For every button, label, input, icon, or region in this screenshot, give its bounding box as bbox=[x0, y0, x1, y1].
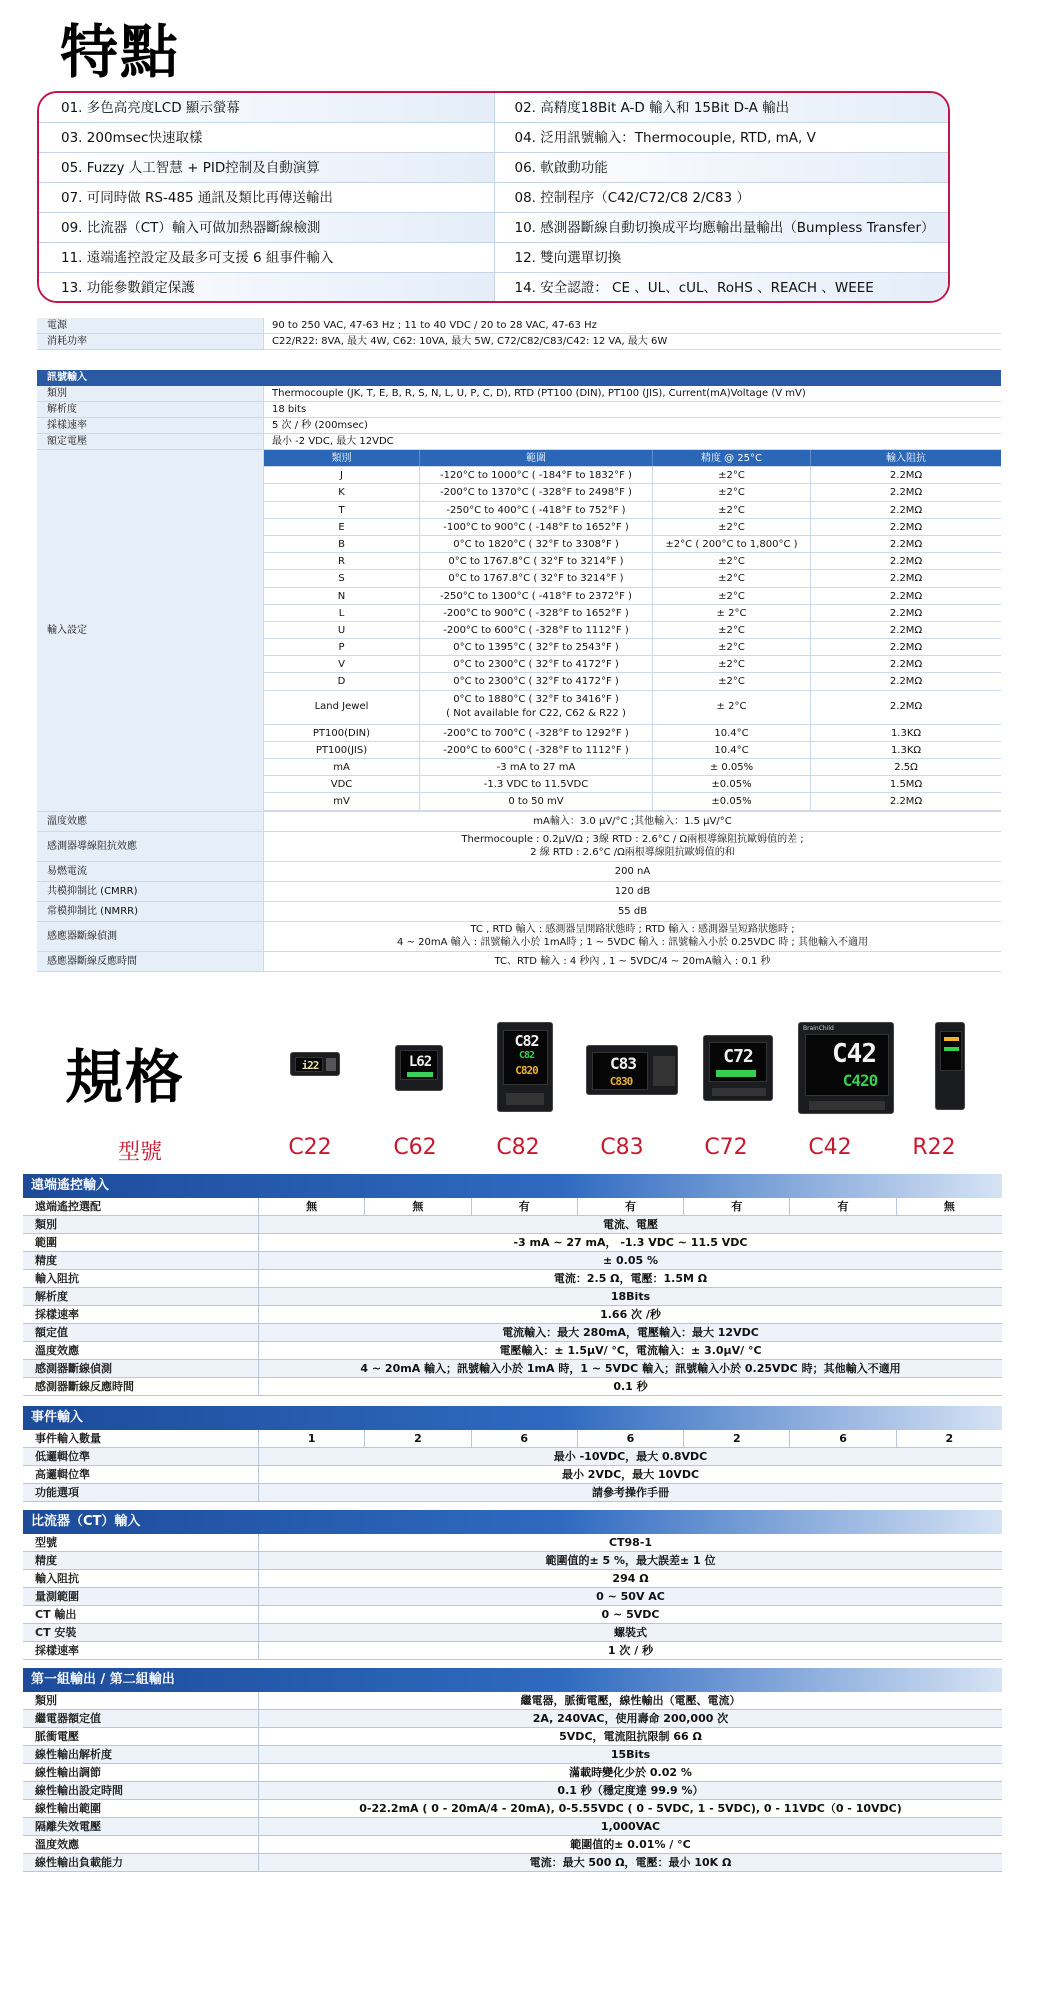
spec-label: 線性輸出範圍 bbox=[35, 1802, 101, 1815]
spec-value: 電壓輸入：± 1.5μV/ °C，電流輸入：± 3.0μV/ °C bbox=[258, 1342, 1002, 1359]
input-range-cell: ±2°C bbox=[652, 467, 810, 483]
spec-label: 高邏輯位準 bbox=[35, 1468, 90, 1481]
event-section bbox=[23, 1406, 1002, 1502]
spec-label: 感測器斷線偵測 bbox=[35, 1362, 112, 1375]
signal-extra-row bbox=[37, 952, 1001, 972]
signal-extra-row bbox=[37, 832, 1001, 862]
spec-value: 1.66 次 /秒 bbox=[258, 1306, 1002, 1323]
feature-row bbox=[39, 153, 948, 183]
event-title: 事件輸入 bbox=[23, 1406, 1002, 1430]
signal-input-label: 採樣速率 bbox=[37, 418, 263, 433]
spec-label: 範圍 bbox=[35, 1236, 57, 1249]
spec-value: 螺裝式 bbox=[258, 1624, 1002, 1641]
model-c83-label: C83 bbox=[600, 1135, 644, 1160]
spec-row bbox=[23, 1552, 1002, 1570]
ct-section bbox=[23, 1510, 1002, 1660]
input-range-cell: ±2°C bbox=[652, 502, 810, 518]
spec-row bbox=[23, 1324, 1002, 1342]
spec-value: 1,000VAC bbox=[258, 1818, 1002, 1835]
spec-model-value: 6 bbox=[471, 1430, 577, 1447]
input-range-cell: 2.2MΩ bbox=[810, 656, 1001, 672]
feature-item: 09. 比流器（CT）輸入可做加熱器斷線檢測 bbox=[39, 213, 494, 242]
feature-item: 06. 軟啟動功能 bbox=[494, 153, 949, 182]
input-range-row bbox=[264, 793, 1001, 810]
input-range-cell: 0°C to 1767.8°C ( 32°F to 3214°F ) bbox=[419, 553, 652, 569]
signal-extra-label: 溫度效應 bbox=[37, 812, 263, 831]
input-range-cell: ±2°C bbox=[652, 639, 810, 655]
input-range-cell: K bbox=[338, 487, 345, 499]
spec-value: -3 mA ~ 27 mA， -1.3 VDC ~ 11.5 VDC bbox=[258, 1234, 1002, 1251]
spec-row bbox=[23, 1534, 1002, 1552]
signal-input-label: 類別 bbox=[37, 386, 263, 401]
device-c83-image: C83 C830 bbox=[586, 1045, 678, 1095]
spec-label: 類別 bbox=[35, 1694, 57, 1707]
input-range-cell: -200°C to 900°C ( -328°F to 1652°F ) bbox=[419, 605, 652, 621]
signal-extra-value: 55 dB bbox=[263, 902, 1001, 921]
signal-input-value: 最小 -2 VDC, 最大 12VDC bbox=[263, 434, 1001, 449]
spec-model-value: 2 bbox=[896, 1430, 1002, 1447]
spec-label: 線性輸出設定時間 bbox=[35, 1784, 123, 1797]
spec-row bbox=[23, 1728, 1002, 1746]
spec-model-value: 無 bbox=[364, 1198, 470, 1215]
device-c62-image: L62 bbox=[395, 1045, 443, 1091]
input-range-cell: 2.2MΩ bbox=[810, 622, 1001, 638]
feature-row bbox=[39, 183, 948, 213]
input-range-table bbox=[263, 450, 1001, 811]
input-range-cell: 2.2MΩ bbox=[810, 588, 1001, 604]
signal-extra-row bbox=[37, 882, 1001, 902]
remote-title: 遠端遙控輸入 bbox=[23, 1174, 1002, 1198]
spec-value: 電流：2.5 Ω，電壓：1.5M Ω bbox=[258, 1270, 1002, 1287]
input-range-cell: -250°C to 1300°C ( -418°F to 2372°F ) bbox=[419, 588, 652, 604]
input-range-cell: mA bbox=[333, 762, 350, 773]
power-supply-value: 90 to 250 VAC, 47-63 Hz ; 11 to 40 VDC / 20 to 28 VAC, 47-63 Hz bbox=[263, 318, 1001, 333]
spec-row bbox=[23, 1818, 1002, 1836]
spec-model-value: 6 bbox=[577, 1430, 683, 1447]
spec-value: 範圍值的± 0.01% / °C bbox=[258, 1836, 1002, 1853]
spec-row bbox=[23, 1252, 1002, 1270]
signal-extra-value: 200 nA bbox=[263, 862, 1001, 881]
input-range-row bbox=[264, 467, 1001, 484]
spec-label: 型號 bbox=[35, 1536, 57, 1549]
input-range-cell: Land Jewel bbox=[314, 701, 369, 713]
feature-item: 03. 200msec快速取樣 bbox=[39, 123, 494, 152]
feature-item: 10. 感測器斷線自動切換成平均應輸出量輸出（Bumpless Transfer） bbox=[494, 213, 949, 242]
signal-input-title: 訊號輸入 bbox=[37, 370, 1001, 386]
input-range-cell: -200°C to 600°C ( -328°F to 1112°F ) bbox=[419, 622, 652, 638]
signal-input-row bbox=[37, 418, 1001, 434]
input-range-cell: ±2°C bbox=[652, 656, 810, 672]
input-range-cell: PT100(DIN) bbox=[312, 727, 371, 739]
device-r22-image bbox=[935, 1022, 965, 1110]
spec-label: 輸入阻抗 bbox=[35, 1572, 79, 1585]
input-range-row bbox=[264, 725, 1001, 742]
feature-item: 01. 多色高亮度LCD 顯示螢幕 bbox=[39, 93, 494, 122]
spec-label: 量測範圍 bbox=[35, 1590, 79, 1603]
spec-row bbox=[23, 1606, 1002, 1624]
signal-input-label: 額定電壓 bbox=[37, 434, 263, 449]
signal-input-value: 5 次 / 秒 (200msec) bbox=[263, 418, 1001, 433]
spec-value: 1 次 / 秒 bbox=[258, 1642, 1002, 1659]
model-c82-label: C82 bbox=[496, 1135, 540, 1160]
input-range-cell: 2.2MΩ bbox=[810, 467, 1001, 483]
spec-row bbox=[23, 1710, 1002, 1728]
input-range-cell: S bbox=[338, 573, 345, 585]
input-range-cell: PT100(JIS) bbox=[315, 744, 368, 756]
input-range-row bbox=[264, 605, 1001, 622]
signal-extra-row bbox=[37, 902, 1001, 922]
spec-label: 精度 bbox=[35, 1254, 57, 1267]
signal-extra-row bbox=[37, 812, 1001, 832]
input-range-cell: -250°C to 400°C ( -418°F to 752°F ) bbox=[419, 502, 652, 518]
input-range-row bbox=[264, 484, 1001, 501]
signal-input-value: Thermocouple (JK, T, E, B, R, S, N, L, U, P, C, D), RTD (PT100 (DIN), PT100 (JIS), Current(mA)Voltage (V mV) bbox=[263, 386, 1001, 401]
input-range-row bbox=[264, 639, 1001, 656]
spec-label: 採樣速率 bbox=[35, 1308, 79, 1321]
spec-model-value: 2 bbox=[683, 1430, 789, 1447]
signal-extra-row bbox=[37, 862, 1001, 882]
spec-model-value: 6 bbox=[789, 1430, 895, 1447]
signal-extra-label: 易燃電流 bbox=[37, 862, 263, 881]
signal-input-row bbox=[37, 402, 1001, 418]
signal-input-table bbox=[37, 370, 1001, 972]
feature-item: 13. 功能參數鎖定保護 bbox=[39, 273, 494, 303]
power-supply-label: 電源 bbox=[37, 318, 263, 333]
input-range-cell: L bbox=[338, 607, 345, 619]
input-range-cell: 2.2MΩ bbox=[810, 536, 1001, 552]
signal-extra-value: 120 dB bbox=[263, 882, 1001, 901]
features-title: 特點 bbox=[60, 18, 181, 86]
spec-row bbox=[23, 1234, 1002, 1252]
input-range-cell: 0 to 50 mV bbox=[419, 793, 652, 809]
spec-value: 繼電器，脈衝電壓，線性輸出（電壓、電流） bbox=[258, 1692, 1002, 1709]
spec-value: 18Bits bbox=[258, 1288, 1002, 1305]
spec-value: 0 ~ 50V AC bbox=[258, 1588, 1002, 1605]
input-range-cell: ±2°C bbox=[652, 622, 810, 638]
input-range-cell: ±2°C bbox=[652, 553, 810, 569]
spec-model-value: 無 bbox=[258, 1198, 364, 1215]
input-range-cell: -200°C to 700°C ( -328°F to 1292°F ) bbox=[419, 725, 652, 741]
input-range-cell: E bbox=[338, 521, 345, 533]
spec-row bbox=[23, 1642, 1002, 1660]
output-section bbox=[23, 1668, 1002, 1872]
spec-value: 15Bits bbox=[258, 1746, 1002, 1763]
spec-value: CT98-1 bbox=[258, 1534, 1002, 1551]
spec-label: 精度 bbox=[35, 1554, 57, 1567]
spec-label: 溫度效應 bbox=[35, 1838, 79, 1851]
spec-value: 0-22.2mA ( 0 - 20mA/4 - 20mA), 0-5.55VDC ( 0 - 5VDC, 1 - 5VDC), 0 - 11VDC（0 - 10VDC) bbox=[258, 1800, 1002, 1817]
model-c72-label: C72 bbox=[704, 1135, 748, 1160]
feature-item: 07. 可同時做 RS-485 通訊及類比再傳送輸出 bbox=[39, 183, 494, 212]
input-range-cell: ± 2°C bbox=[652, 691, 810, 724]
input-range-cell: 10.4°C bbox=[652, 725, 810, 741]
device-c42-image: BrainChild C42 C420 bbox=[798, 1022, 894, 1114]
feature-item: 11. 遠端遙控設定及最多可支援 6 組事件輸入 bbox=[39, 243, 494, 272]
input-range-cell: 2.2MΩ bbox=[810, 639, 1001, 655]
signal-extra-label: 感應器斷線偵測 bbox=[37, 922, 263, 951]
spec-value: 5VDC，電流阻抗限制 66 Ω bbox=[258, 1728, 1002, 1745]
input-range-row bbox=[264, 673, 1001, 690]
input-range-row bbox=[264, 622, 1001, 639]
feature-item: 04. 泛用訊號輸入：Thermocouple, RTD, mA, V bbox=[494, 123, 949, 152]
input-range-row bbox=[264, 656, 1001, 673]
input-range-cell: 2.2MΩ bbox=[810, 553, 1001, 569]
input-range-cell: B bbox=[338, 538, 345, 550]
output-title: 第一組輸出 / 第二組輸出 bbox=[23, 1668, 1002, 1692]
specs-title: 規格 bbox=[65, 1043, 186, 1111]
input-range-header-cell: 類別 bbox=[331, 453, 352, 464]
spec-value: 4 ~ 20mA 輸入；訊號輸入小於 1mA 時，1 ~ 5VDC 輸入；訊號輸入小於 0.25VDC 時；其他輸入不適用 bbox=[258, 1360, 1002, 1377]
spec-value: 電流輸入：最大 280mA，電壓輸入：最大 12VDC bbox=[258, 1324, 1002, 1341]
input-range-cell: 0°C to 2300°C ( 32°F to 4172°F ) bbox=[419, 673, 652, 689]
input-range-cell: 2.2MΩ bbox=[810, 502, 1001, 518]
feature-item: 05. Fuzzy 人工智慧 + PID控制及自動演算 bbox=[39, 153, 494, 182]
spec-value: 0 ~ 5VDC bbox=[258, 1606, 1002, 1623]
input-range-cell: 2.5Ω bbox=[810, 759, 1001, 775]
spec-model-row bbox=[23, 1198, 1002, 1216]
input-range-cell: ± 0.05% bbox=[652, 759, 810, 775]
device-c22-image: i22 bbox=[290, 1052, 340, 1076]
spec-label: 脈衝電壓 bbox=[35, 1730, 79, 1743]
spec-model-value: 2 bbox=[364, 1430, 470, 1447]
model-c22-label: C22 bbox=[288, 1135, 332, 1160]
input-range-row bbox=[264, 502, 1001, 519]
spec-model-value: 有 bbox=[577, 1198, 683, 1215]
input-range-row bbox=[264, 776, 1001, 793]
input-range-cell: -3 mA to 27 mA bbox=[419, 759, 652, 775]
spec-row bbox=[23, 1306, 1002, 1324]
feature-row bbox=[39, 123, 948, 153]
spec-row bbox=[23, 1692, 1002, 1710]
feature-item: 08. 控制程序（C42/C72/C8 2/C83 ） bbox=[494, 183, 949, 212]
spec-label: 類別 bbox=[35, 1218, 57, 1231]
input-range-cell: 2.2MΩ bbox=[810, 691, 1001, 724]
spec-label: 溫度效應 bbox=[35, 1344, 79, 1357]
spec-label: 功能選項 bbox=[35, 1486, 79, 1499]
signal-extra-value: TC , RTD 輸入 : 感測器呈開路狀態時 ; RTD 輸入 : 感測器呈短路狀態時 ; 4 ~ 20mA 輸入 : 訊號輸入小於 1mA時 ; 1 ~ 5VDC 輸入 : 訊號輸入小於 0.25VDC 時 ; 其他輸入不適用 bbox=[263, 922, 1001, 951]
input-range-header-cell: 範圍 bbox=[419, 450, 652, 466]
input-range-cell: -100°C to 900°C ( -148°F to 1652°F ) bbox=[419, 519, 652, 535]
spec-label: 採樣速率 bbox=[35, 1644, 79, 1657]
spec-row bbox=[23, 1836, 1002, 1854]
spec-row bbox=[23, 1570, 1002, 1588]
input-range-header-cell: 輸入阻抗 bbox=[810, 450, 1001, 466]
spec-value: 294 Ω bbox=[258, 1570, 1002, 1587]
signal-extra-label: 感應器斷線反應時間 bbox=[37, 952, 263, 971]
feature-item: 02. 高精度18Bit A-D 輸入和 15Bit D-A 輸出 bbox=[494, 93, 949, 122]
spec-row bbox=[23, 1270, 1002, 1288]
signal-extra-value: mA輸入：3.0 μV/°C ;其他輸入：1.5 μV/°C bbox=[263, 812, 1001, 831]
input-range-cell: U bbox=[337, 624, 346, 636]
power-consumption-value: C22/R22: 8VA, 最大 4W, C62: 10VA, 最大 5W, C72/C82/C83/C42: 12 VA, 最大 6W bbox=[263, 334, 1001, 349]
signal-input-value: 18 bits bbox=[263, 402, 1001, 417]
spec-row bbox=[23, 1288, 1002, 1306]
spec-value: 滿載時變化少於 0.02 % bbox=[258, 1764, 1002, 1781]
input-range-cell: -120°C to 1000°C ( -184°F to 1832°F ) bbox=[419, 467, 652, 483]
input-range-cell: 2.2MΩ bbox=[810, 519, 1001, 535]
input-range-cell: 2.2MΩ bbox=[810, 484, 1001, 500]
model-label: 型號 bbox=[117, 1140, 162, 1165]
spec-label: 隔離失效電壓 bbox=[35, 1820, 101, 1833]
feature-item: 14. 安全認證： CE 、UL、cUL、RoHS 、REACH 、WEEE bbox=[494, 273, 949, 303]
model-r22-label: R22 bbox=[912, 1135, 956, 1160]
power-consumption-label: 消耗功率 bbox=[37, 334, 263, 349]
spec-row bbox=[23, 1342, 1002, 1360]
spec-row bbox=[23, 1746, 1002, 1764]
input-range-row bbox=[264, 588, 1001, 605]
spec-label: 事件輸入數量 bbox=[35, 1432, 101, 1445]
input-range-cell: -1.3 VDC to 11.5VDC bbox=[419, 776, 652, 792]
input-range-cell: ±2°C bbox=[652, 588, 810, 604]
spec-value: ± 0.05 % bbox=[258, 1252, 1002, 1269]
spec-value: 最小 2VDC，最大 10VDC bbox=[258, 1466, 1002, 1483]
spec-label: 繼電器額定值 bbox=[35, 1712, 101, 1725]
input-range-cell: 2.2MΩ bbox=[810, 673, 1001, 689]
input-setting-label: 輸入設定 bbox=[37, 450, 263, 811]
input-range-cell: 2.2MΩ bbox=[810, 793, 1001, 809]
input-range-row bbox=[264, 553, 1001, 570]
spec-value: 0.1 秒（穩定度達 99.9 %） bbox=[258, 1782, 1002, 1799]
spec-label: 遠端遙控選配 bbox=[35, 1200, 101, 1213]
device-c72-image: C72 bbox=[703, 1035, 773, 1101]
spec-model-value: 有 bbox=[789, 1198, 895, 1215]
input-range-cell: 2.2MΩ bbox=[810, 605, 1001, 621]
feature-item: 12. 雙向選單切換 bbox=[494, 243, 949, 272]
input-range-header bbox=[264, 450, 1001, 467]
spec-row bbox=[23, 1448, 1002, 1466]
signal-input-row bbox=[37, 386, 1001, 402]
input-range-cell: 2.2MΩ bbox=[810, 570, 1001, 586]
ct-title: 比流器（CT）輸入 bbox=[23, 1510, 1002, 1534]
remote-section bbox=[23, 1174, 1002, 1396]
input-range-cell: ±0.05% bbox=[652, 793, 810, 809]
input-range-cell: 1.5MΩ bbox=[810, 776, 1001, 792]
input-range-cell: ± 2°C bbox=[652, 605, 810, 621]
input-range-cell: N bbox=[337, 590, 346, 602]
spec-label: 感測器斷線反應時間 bbox=[35, 1380, 134, 1393]
input-range-cell: mV bbox=[333, 796, 350, 808]
spec-value: 請參考操作手冊 bbox=[258, 1484, 1002, 1501]
spec-model-row bbox=[23, 1430, 1002, 1448]
power-table bbox=[37, 318, 1001, 350]
input-range-cell: R bbox=[338, 556, 345, 568]
input-range-cell: V bbox=[338, 659, 345, 671]
spec-model-value: 有 bbox=[683, 1198, 789, 1215]
spec-row bbox=[23, 1484, 1002, 1502]
input-range-cell: 0°C to 1395°C ( 32°F to 2543°F ) bbox=[419, 639, 652, 655]
spec-label: CT 輸出 bbox=[35, 1608, 77, 1621]
spec-row bbox=[23, 1360, 1002, 1378]
input-range-cell: D bbox=[337, 676, 346, 688]
feature-row bbox=[39, 213, 948, 243]
spec-row bbox=[23, 1624, 1002, 1642]
input-range-cell: J bbox=[340, 470, 343, 482]
input-range-row bbox=[264, 759, 1001, 776]
input-range-cell: T bbox=[338, 504, 345, 516]
signal-extra-label: 常模抑制比 (NMRR) bbox=[37, 902, 263, 921]
input-range-cell: ±2°C bbox=[652, 484, 810, 500]
input-range-row bbox=[264, 536, 1001, 553]
spec-value: 2A, 240VAC，使用壽命 200,000 次 bbox=[258, 1710, 1002, 1727]
spec-label: CT 安裝 bbox=[35, 1626, 77, 1639]
spec-model-value: 有 bbox=[471, 1198, 577, 1215]
feature-row bbox=[39, 93, 948, 123]
input-range-row bbox=[264, 519, 1001, 536]
feature-row bbox=[39, 243, 948, 273]
spec-label: 線性輸出解析度 bbox=[35, 1748, 112, 1761]
spec-value: 電流、電壓 bbox=[258, 1216, 1002, 1233]
spec-label: 低邏輯位準 bbox=[35, 1450, 90, 1463]
input-range-cell: ±2°C ( 200°C to 1,800°C ) bbox=[652, 536, 810, 552]
spec-row bbox=[23, 1854, 1002, 1872]
spec-label: 輸入阻抗 bbox=[35, 1272, 79, 1285]
input-range-cell: 0°C to 1880°C ( 32°F to 3416°F ) ( Not available for C22, C62 & R22 ) bbox=[419, 691, 652, 724]
spec-label: 線性輸出負載能力 bbox=[35, 1856, 123, 1869]
model-c42-label: C42 bbox=[808, 1135, 852, 1160]
input-range-cell: 10.4°C bbox=[652, 742, 810, 758]
spec-row bbox=[23, 1800, 1002, 1818]
signal-input-row bbox=[37, 434, 1001, 450]
input-range-row bbox=[264, 742, 1001, 759]
spec-value: 範圍值的± 5 %，最大誤差± 1 位 bbox=[258, 1552, 1002, 1569]
spec-label: 額定值 bbox=[35, 1326, 68, 1339]
signal-extra-label: 共模抑制比 (CMRR) bbox=[37, 882, 263, 901]
input-range-cell: 1.3KΩ bbox=[810, 742, 1001, 758]
feature-row bbox=[39, 273, 948, 303]
input-range-row bbox=[264, 691, 1001, 725]
signal-extra-row bbox=[37, 922, 1001, 952]
spec-row bbox=[23, 1216, 1002, 1234]
input-range-cell: 1.3KΩ bbox=[810, 725, 1001, 741]
spec-value: 0.1 秒 bbox=[258, 1378, 1002, 1395]
input-range-cell: P bbox=[338, 642, 345, 654]
input-range-cell: -200°C to 1370°C ( -328°F to 2498°F ) bbox=[419, 484, 652, 500]
input-range-cell: 0°C to 2300°C ( 32°F to 4172°F ) bbox=[419, 656, 652, 672]
spec-row bbox=[23, 1764, 1002, 1782]
input-range-cell: ±0.05% bbox=[652, 776, 810, 792]
device-c82-image: C82 C82 C820 bbox=[497, 1022, 553, 1112]
signal-extra-label: 感測器導線阻抗效應 bbox=[37, 832, 263, 861]
spec-row bbox=[23, 1588, 1002, 1606]
spec-value: 最小 -10VDC，最大 0.8VDC bbox=[258, 1448, 1002, 1465]
input-range-cell: VDC bbox=[330, 779, 353, 791]
spec-model-value: 無 bbox=[896, 1198, 1002, 1215]
input-range-cell: 0°C to 1767.8°C ( 32°F to 3214°F ) bbox=[419, 570, 652, 586]
spec-value: 電流：最大 500 Ω，電壓：最小 10K Ω bbox=[258, 1854, 1002, 1871]
input-range-cell: -200°C to 600°C ( -328°F to 1112°F ) bbox=[419, 742, 652, 758]
spec-row bbox=[23, 1466, 1002, 1484]
model-c62-label: C62 bbox=[393, 1135, 437, 1160]
signal-input-label: 解析度 bbox=[37, 402, 263, 417]
spec-row bbox=[23, 1378, 1002, 1396]
input-range-cell: 0°C to 1820°C ( 32°F to 3308°F ) bbox=[419, 536, 652, 552]
spec-label: 線性輸出調節 bbox=[35, 1766, 101, 1779]
input-range-cell: ±2°C bbox=[652, 570, 810, 586]
signal-extra-value: TC、RTD 輸入 : 4 秒內 , 1 ~ 5VDC/4 ~ 20mA輸入 : 0.1 秒 bbox=[263, 952, 1001, 971]
input-range-cell: ±2°C bbox=[652, 673, 810, 689]
signal-extra-value: Thermocouple : 0.2μV/Ω ; 3線 RTD : 2.6°C / Ω兩根導線阻抗歐姆值的差 ; 2 線 RTD : 2.6°C /Ω兩根導線阻抗歐姆值的和 bbox=[263, 832, 1001, 861]
spec-label: 解析度 bbox=[35, 1290, 68, 1303]
spec-row bbox=[23, 1782, 1002, 1800]
input-range-header-cell: 精度 @ 25°C bbox=[652, 450, 810, 466]
spec-model-value: 1 bbox=[258, 1430, 364, 1447]
features-box bbox=[37, 91, 950, 303]
input-range-cell: ±2°C bbox=[652, 519, 810, 535]
input-range-row bbox=[264, 570, 1001, 587]
